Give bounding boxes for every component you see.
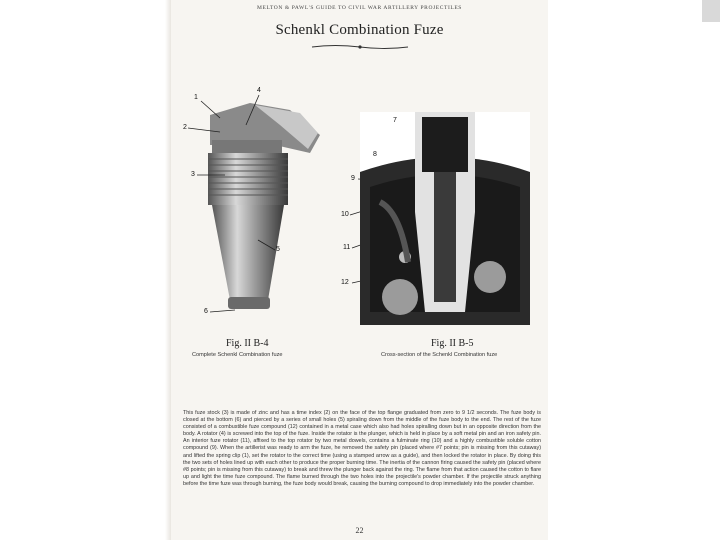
callout-7: 7	[393, 117, 397, 124]
callout-3: 3	[191, 171, 195, 178]
fuze-photo-cross-section	[360, 112, 530, 325]
callout-11: 11	[343, 244, 351, 251]
callout-10: 10	[341, 211, 349, 218]
page-title: Schenkl Combination Fuze	[275, 22, 444, 38]
callout-5: 5	[276, 246, 280, 253]
figure-right-caption: Cross-section of the Schenkl Combination fuze	[381, 352, 498, 358]
page-number: 22	[355, 526, 364, 535]
figure-left-title: Fig. II B-4	[226, 338, 269, 349]
callout-12: 12	[341, 279, 349, 286]
body-paragraph: This fuze stock (3) is made of zinc and has a time index (2) on the face of the top flange graduated from zero to 9 1/2 seconds. The fuze body is closed at the bottom (6) and pierced by a series of small holes (5) spiraling down from the middle of the fuze body to the end. The rest of the fuze consisted of a combustible fuze compound (12) contained in a metal case which also had holes spiralling down but in an opposite direction from the body. A rotator (4) is screwed into the top of the fuze. Inside the rotator is the plunger, which is held in place by a soft metal pin and an iron safety pin. An interior fuze rotator (11), affixed to the top rotator by two metal dowels, contains a fulminate ring (10) and a highly combustible soluble cotton compound (9). When the artillerist was ready to arm the fuze, he removed the safety pin (placed where #7 points; pin is missing from this cutaway) and lifted the spring clip (1), set the rotator to the correct time (using a stamped arrow as a guide), and then locked the rotator in place. By doing this the two sets of holes lined up with each other to produce the proper burning time. The inertia of the cannon firing caused the safety pin (placed where #8 points; pin is missing from this cutaway) to break and threw the plunger back against the ring. The flame from that action caused the cotton to flare up and light the time fuze compound. The flame burned through the two holes into the projectile's powder chamber. If the projectile struck anything before the time fuze was through burning, the fuze body would break, causing the burning compound to drop immediately into the powder chamber.	[183, 410, 541, 487]
callout-8: 8	[373, 151, 377, 158]
callout-1: 1	[194, 94, 198, 101]
figure-left-caption: Complete Schenkl Combination fuze	[192, 352, 283, 358]
callout-6: 6	[204, 308, 208, 315]
callout-9: 9	[351, 175, 355, 182]
callout-2: 2	[183, 124, 187, 131]
callout-4: 4	[257, 87, 261, 94]
running-head: MELTON & PAWL'S GUIDE TO CIVIL WAR ARTILLERY PROJECTILES	[257, 5, 462, 11]
figure-right-title: Fig. II B-5	[431, 338, 474, 349]
